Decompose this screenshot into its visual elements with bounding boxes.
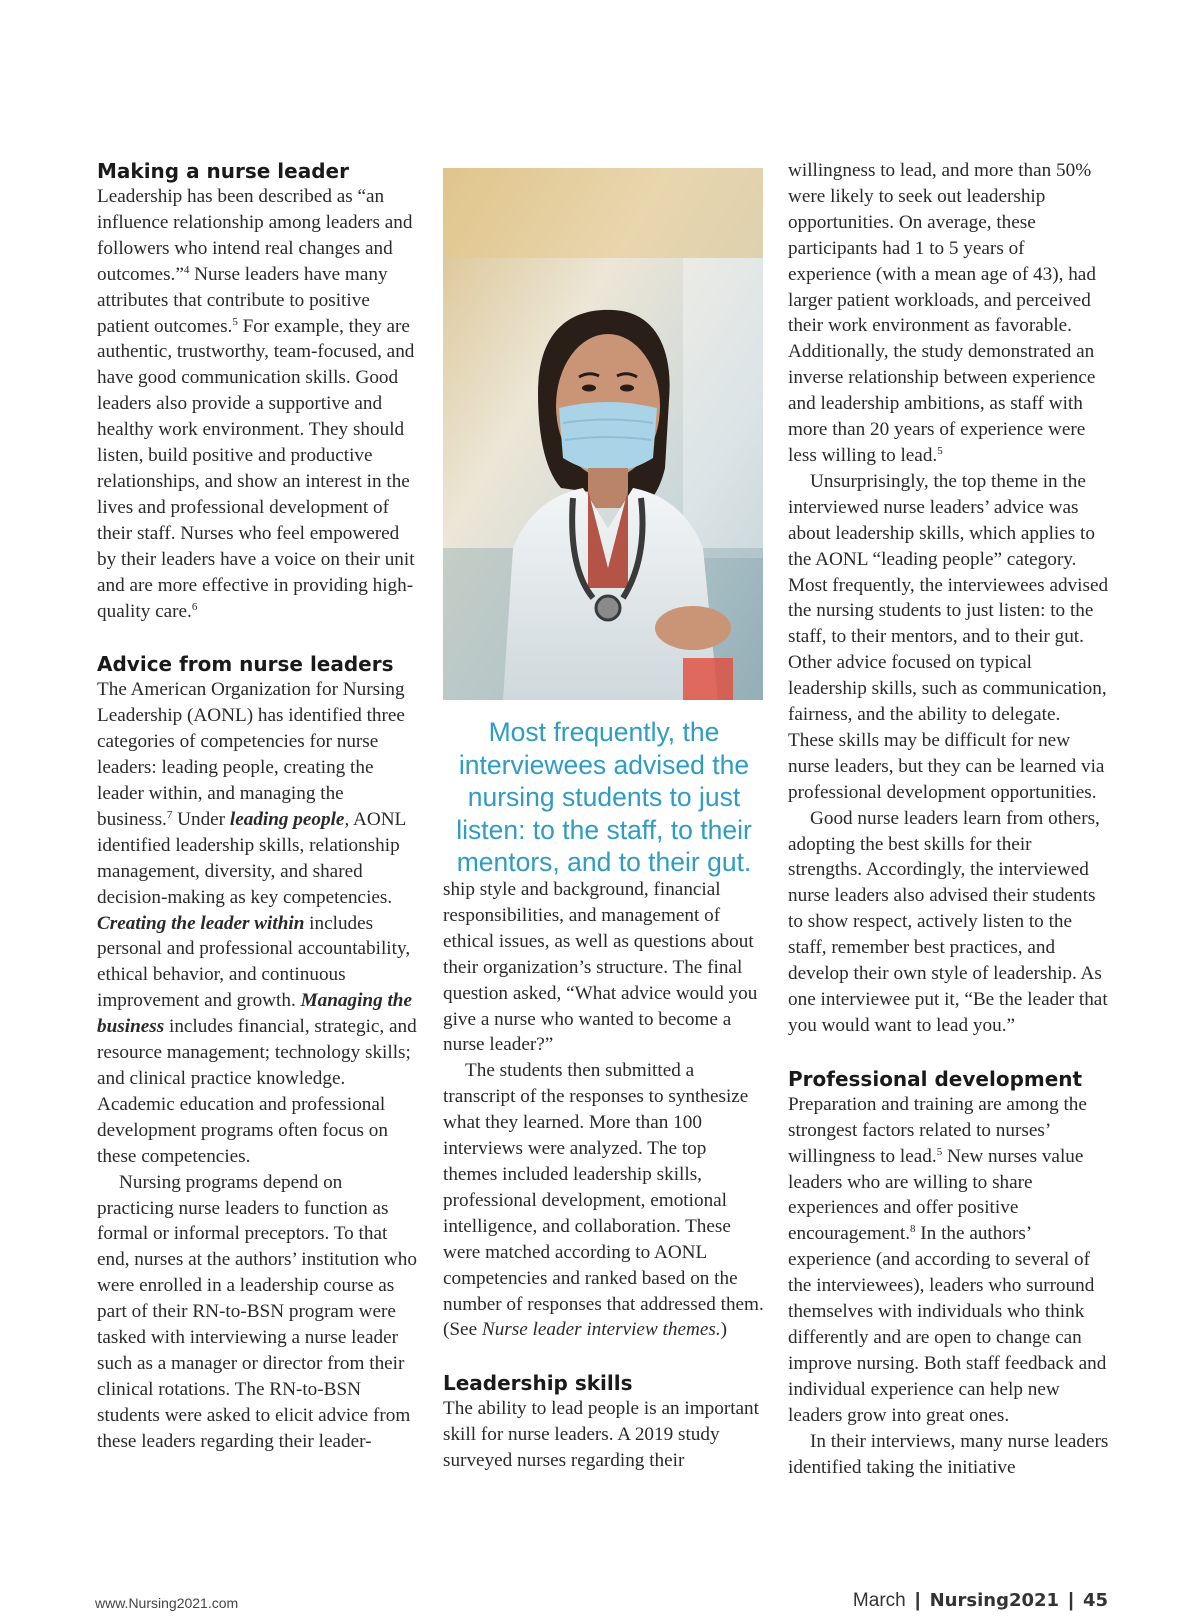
column-1 xyxy=(97,158,419,1455)
paragraph: The American Organization for Nursing Leadership (AONL) has identified three categories of competencies for nurse leaders: leading people, creating the leader within, and managing the business.$^7$ Under leading people, AONL identified leadership skills, relationship management, diversity, and shared decision-making as key competencies. Creating the leader within includes personal and professional accountability, ethical behavior, and continuous improvement and growth. Managing the business includes financial, strategic, and resource management; technology skills; and clinical practice knowledge. Academic education and professional development programs often focus on these competencies. xyxy=(97,679,417,1167)
pull-quote: Most frequently, the interviewees advised the nursing students to just listen: to the staff, to their mentors, and to their gut. xyxy=(456,717,752,877)
footer-month: March xyxy=(852,1590,906,1611)
reference-marker: 4 xyxy=(183,263,190,276)
page-number: 45 xyxy=(1082,1590,1108,1611)
heading-leadership-skills: Leadership skills xyxy=(443,1371,633,1396)
paragraph: The ability to lead people is an important skill for nurse leaders. A 2019 study surveyed nurses regarding their xyxy=(443,1398,759,1472)
paragraph: Preparation and training are among the strongest factors related to nurses’ willingness to lead.$^5$ New nurses value leaders who are willing to share experiences and offer positive encouragement.$^8$ In the authors’ experience (and according to several of the interviewees), leaders who surround themselves with individuals who think differently and are open to change can improve nursing. Both staff feedback and individual experience can help new leaders grow into great ones. xyxy=(788,1093,1107,1426)
footer-magazine: Nursing2021 xyxy=(929,1590,1060,1611)
paragraph: The students then submitted a transcript of the responses to synthesize what they learned. More than 100 interviews were analyzed. The top themes included leadership skills, professional development, emotional intelligence, and collaboration. These were matched according to AONL competencies and ranked based on the number of responses that addressed them. (See Nurse leader interview themes.) xyxy=(443,1060,764,1341)
heading-advice-from-nurse-leaders: Advice from nurse leaders xyxy=(97,652,394,677)
reference-marker: 8 xyxy=(910,1223,916,1236)
nurse-photo xyxy=(443,168,763,700)
footer-separator: | xyxy=(915,1590,921,1611)
paragraph: ship style and background, financial responsibilities, and management of ethical issues, as well as questions about their organization’s structure. The final question asked, “What advice would you give a nurse who wanted to become a nurse leader?” xyxy=(443,879,758,1056)
paragraph: Leadership has been described as “an influence relationship among leaders and followers who intend real changes and outcomes.”$^4$ Nurse leaders have many attributes that contribute to positive patient outcomes.$^5$ For example, they are authentic, trustworthy, team-focused, and have good communication skills. Good leaders also provide a supportive and healthy work environment. They should listen, build positive and productive relationships, and show an interest in the lives and professional development of their staff. Nurses who feel empowered by their leaders have a voice on their unit and are more effective in providing high-quality care.$^6$ xyxy=(97,186,415,622)
reference-marker: 5 xyxy=(232,315,238,328)
footer-url[interactable]: www.Nursing2021.com xyxy=(95,1595,239,1611)
paragraph: In their interviews, many nurse leaders identified taking the initiative xyxy=(788,1430,1109,1478)
heading-professional-development: Professional development xyxy=(788,1066,1083,1091)
paragraph: Unsurprisingly, the top theme in the interviewed nurse leaders’ advice was about leadership skills, which applies to the AONL “leading people” category. Most frequently, the interviewees advised the nursing students to just listen: to the staff, to their mentors, and to their gut. Other advice focused on typical leadership skills, such as communication, fairness, and the ability to delegate. These skills may be difficult for new nurse leaders, but they can be learned via professional development opportunities. xyxy=(788,470,1109,803)
reference-marker: 5 xyxy=(937,444,943,457)
column-3 xyxy=(788,158,1110,1480)
footer-separator: | xyxy=(1068,1590,1074,1611)
column-2 xyxy=(443,877,765,1474)
reference-marker: 5 xyxy=(936,1145,943,1158)
reference-marker: 7 xyxy=(166,808,173,821)
paragraph: Good nurse leaders learn from others, adopting the best skills for their strengths. Accordingly, the interviewed nurse leaders also advised their students to show respect, actively listen to the staff, remember best practices, and develop their own style of leadership. As one interviewee put it, “Be the leader that you would want to lead you.” xyxy=(788,807,1108,1036)
paragraph: willingness to lead, and more than 50% were likely to seek out leadership opportunities. On average, these participants had 1 to 5 years of experience (with a mean age of 43), had larger patient workloads, and perceived their work environment as favorable. Additionally, the study demonstrated an inverse relationship between experience and leadership ambitions, as staff with more than 20 years of experience were less willing to lead.$^5$ xyxy=(788,160,1096,466)
paragraph: Nursing programs depend on practicing nurse leaders to function as formal or informal preceptors. To that end, nurses at the authors’ institution who were enrolled in a leadership course as part of their RN-to-BSN program were tasked with interviewing a nurse leader such as a manager or director from their clinical rotations. The RN-to-BSN students were asked to elicit advice from these leaders regarding their leader- xyxy=(97,1171,417,1452)
heading-making-a-nurse-leader: Making a nurse leader xyxy=(97,159,349,183)
reference-marker: 6 xyxy=(191,600,198,613)
footer-folio xyxy=(853,1590,1108,1612)
